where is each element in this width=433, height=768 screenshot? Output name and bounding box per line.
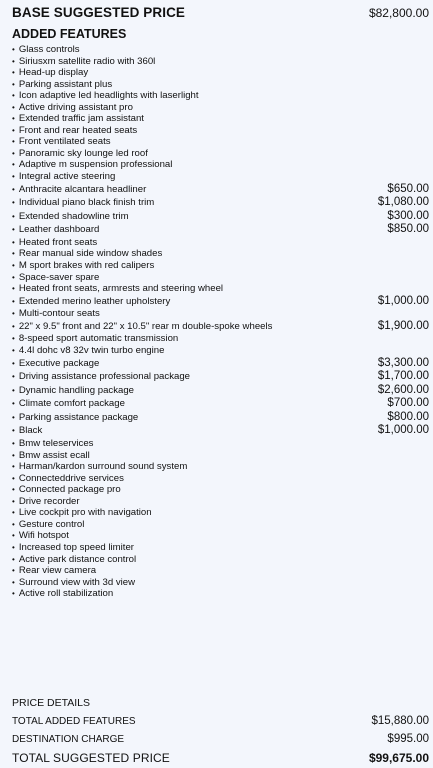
total-suggested-price-value: $99,675.00: [368, 751, 429, 765]
feature-name: • Icon adaptive led headlights with laserlight: [12, 90, 199, 102]
feature-item: [12, 484, 429, 496]
feature-price: $3,300.00: [377, 356, 429, 369]
feature-item: [12, 171, 429, 183]
feature-name: • Bmw teleservices: [12, 438, 93, 450]
feature-name: • Active driving assistant pro: [12, 102, 133, 114]
feature-name: • Adaptive m suspension professional: [12, 159, 172, 171]
feature-price: $800.00: [387, 410, 429, 423]
feature-item: [12, 496, 429, 508]
feature-item: [12, 295, 429, 309]
feature-item: [12, 384, 429, 398]
feature-price: $300.00: [387, 209, 429, 222]
feature-item: [12, 397, 429, 411]
feature-item: [12, 530, 429, 542]
feature-name: • Heated front seats: [12, 237, 97, 249]
total-suggested-price-label: TOTAL SUGGESTED PRICE: [12, 751, 170, 765]
feature-name: • Parking assistant plus: [12, 79, 112, 91]
total-added-features-row: [12, 715, 429, 727]
feature-name: • Gesture control: [12, 519, 84, 531]
feature-item: [12, 260, 429, 272]
base-price-row: [12, 5, 429, 20]
feature-name: • Head-up display: [12, 67, 88, 79]
feature-item: [12, 125, 429, 137]
feature-name: • Live cockpit pro with navigation: [12, 507, 152, 519]
feature-name: • Dynamic handling package: [12, 384, 134, 398]
feature-name: • 4.4l dohc v8 32v twin turbo engine: [12, 345, 164, 357]
feature-price: $1,900.00: [377, 319, 429, 332]
feature-item: [12, 56, 429, 68]
price-details: [12, 697, 429, 765]
destination-charge-row: [12, 733, 429, 745]
feature-item: [12, 424, 429, 438]
feature-name: • Active park distance control: [12, 554, 136, 566]
feature-name: • Black: [12, 424, 42, 438]
feature-price: $700.00: [387, 397, 429, 410]
features-list: [12, 44, 429, 600]
feature-item: [12, 357, 429, 371]
feature-item: [12, 542, 429, 554]
feature-name: • Parking assistance package: [12, 411, 138, 425]
feature-name: • Glass controls: [12, 44, 80, 56]
feature-price: $1,000.00: [377, 424, 429, 437]
feature-item: [12, 102, 429, 114]
base-price-value: $82,800.00: [368, 6, 429, 20]
feature-item: [12, 223, 429, 237]
feature-name: • Front and rear heated seats: [12, 125, 137, 137]
feature-name: • Rear view camera: [12, 565, 96, 577]
feature-item: [12, 411, 429, 425]
feature-price: $2,600.00: [377, 383, 429, 396]
feature-name: • Drive recorder: [12, 496, 80, 508]
feature-name: • Connecteddrive services: [12, 473, 124, 485]
total-added-features-value: $15,880.00: [371, 715, 429, 727]
feature-item: [12, 183, 429, 197]
feature-name: • Increased top speed limiter: [12, 542, 134, 554]
base-price-label: BASE SUGGESTED PRICE: [12, 5, 186, 20]
feature-name: • Space-saver spare: [12, 272, 99, 284]
feature-item: [12, 90, 429, 102]
feature-name: • Driving assistance professional package: [12, 370, 190, 384]
feature-name: • Leather dashboard: [12, 223, 99, 237]
feature-name: • Connected package pro: [12, 484, 121, 496]
feature-price: $1,700.00: [377, 370, 429, 383]
feature-name: • Panoramic sky lounge led roof: [12, 148, 148, 160]
feature-name: • Multi-contour seats: [12, 308, 100, 320]
feature-price: $650.00: [387, 182, 429, 195]
destination-charge-label: DESTINATION CHARGE: [12, 734, 125, 745]
destination-charge-value: $995.00: [387, 733, 429, 745]
feature-name: • Bmw assist ecall: [12, 450, 90, 462]
feature-name: • Extended merino leather upholstery: [12, 295, 170, 309]
feature-name: • Heated front seats, armrests and steering wheel: [12, 283, 223, 295]
feature-name: • Rear manual side window shades: [12, 248, 162, 260]
feature-item: [12, 79, 429, 91]
feature-item: [12, 210, 429, 224]
feature-item: [12, 272, 429, 284]
feature-name: • Front ventilated seats: [12, 136, 111, 148]
feature-item: [12, 283, 429, 295]
feature-item: [12, 577, 429, 589]
price-details-title: PRICE DETAILS: [12, 697, 90, 709]
feature-item: [12, 473, 429, 485]
feature-item: [12, 438, 429, 450]
feature-item: [12, 237, 429, 249]
feature-item: [12, 507, 429, 519]
feature-name: • Surround view with 3d view: [12, 577, 135, 589]
feature-price: $1,080.00: [377, 196, 429, 209]
feature-item: [12, 345, 429, 357]
feature-name: • Wifi hotspot: [12, 530, 69, 542]
total-suggested-price-row: [12, 751, 429, 765]
feature-item: [12, 519, 429, 531]
feature-item: [12, 67, 429, 79]
feature-item: [12, 113, 429, 125]
feature-name: • M sport brakes with red calipers: [12, 260, 154, 272]
feature-name: • Anthracite alcantara headliner: [12, 183, 146, 197]
feature-item: [12, 450, 429, 462]
feature-item: [12, 461, 429, 473]
feature-name: • Executive package: [12, 357, 99, 371]
feature-item: [12, 248, 429, 260]
feature-name: • Harman/kardon surround sound system: [12, 461, 187, 473]
feature-item: [12, 159, 429, 171]
feature-name: • Climate comfort package: [12, 397, 125, 411]
feature-item: [12, 554, 429, 566]
feature-item: [12, 565, 429, 577]
feature-item: [12, 136, 429, 148]
feature-name: • Individual piano black finish trim: [12, 196, 154, 210]
feature-item: [12, 44, 429, 56]
feature-item: [12, 148, 429, 160]
feature-price: $850.00: [387, 223, 429, 236]
feature-name: • 8-speed sport automatic transmission: [12, 333, 178, 345]
feature-item: [12, 308, 429, 320]
feature-name: • 22" x 9.5" front and 22" x 10.5" rear m double-spoke wheels: [12, 320, 272, 334]
feature-item: [12, 320, 429, 334]
feature-item: [12, 588, 429, 600]
added-features-title: ADDED FEATURES: [12, 27, 127, 41]
feature-name: • Integral active steering: [12, 171, 115, 183]
feature-name: • Active roll stabilization: [12, 588, 113, 600]
feature-name: • Extended traffic jam assistant: [12, 113, 144, 125]
total-added-features-label: TOTAL ADDED FEATURES: [12, 716, 136, 727]
feature-item: [12, 333, 429, 345]
feature-item: [12, 196, 429, 210]
feature-name: • Extended shadowline trim: [12, 210, 129, 224]
feature-item: [12, 370, 429, 384]
feature-name: • Siriusxm satellite radio with 360l: [12, 56, 155, 68]
feature-price: $1,000.00: [377, 294, 429, 307]
